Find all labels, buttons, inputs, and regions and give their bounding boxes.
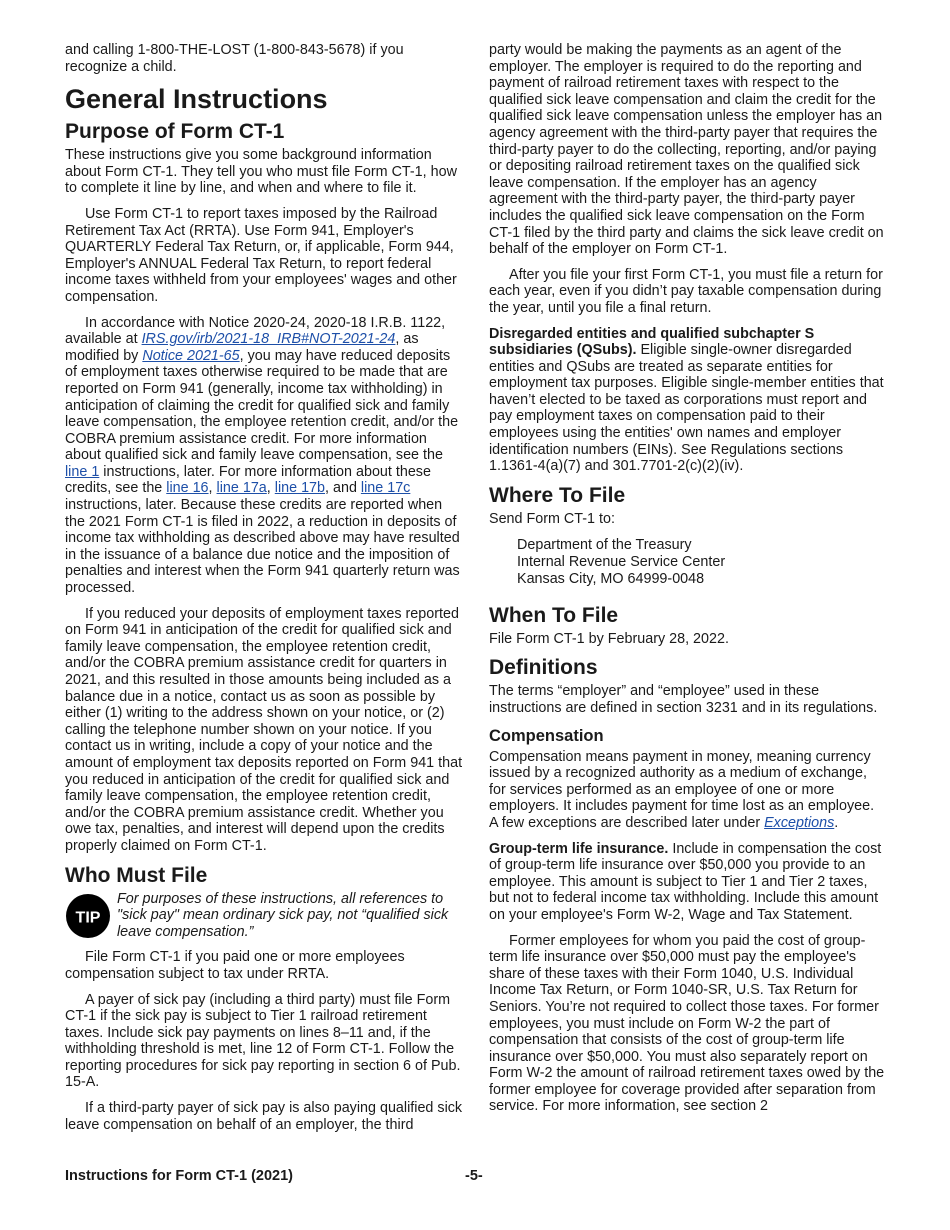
page-number: -5- xyxy=(465,1168,483,1184)
disregarded-entities-paragraph xyxy=(489,326,885,475)
address-line-1: Department of the Treasury xyxy=(517,537,692,554)
heading-general-instructions: General Instructions xyxy=(65,84,328,115)
notice-2021-65-link[interactable]: Notice 2021-65 xyxy=(142,347,240,364)
disregarded-entities-text: Eligible single-owner disregarded entities and QSubs are treated as separate entities for employment tax purposes. Eligible single-member entities that haven’t elected to be taxed as corporations must report and pay employment taxes on compensation paid to their employees using the entities' own names and employer identification numbers (EINs). See Regulations sections 1.1361-4(a)(7) and 301.7701-2(c)(2)(iv). xyxy=(489,342,884,475)
heading-definitions: Definitions xyxy=(489,656,598,680)
reduced-deposits-paragraph: If you reduced your deposits of employment taxes reported on Form 941 in anticipation of the credit for qualified sick and family leave compensation, the employee retention credit, and/or the COBRA premium assistance credit for quarters in 2021, and this resulted in those amounts being included as a balance due in a notice, contact us as soon as possible by either (1) writing to the address shown on your notice, or (2) calling the telephone number shown on your notice. If you contact us in writing, include a copy of your notice and the amount of employment tax deposits reported on Form 941 that you reduced in anticipation of the credit for qualified sick and family leave compensation, the employee retention credit, and/or the COBRA premium assistance credit. Whether you owe tax, penalties, and interest will depend upon the credits properly claimed on Form CT-1. xyxy=(65,605,463,854)
heading-compensation: Compensation xyxy=(489,726,604,745)
who-paragraph-3: If a third-party payer of sick pay is also paying qualified sick leave compensation on behalf of an employer, the third xyxy=(65,1100,463,1133)
compensation-paragraph xyxy=(489,749,885,832)
notice-text-6: , xyxy=(266,480,275,497)
left-column xyxy=(65,42,463,1142)
disregarded-entities-head: Disregarded entities and qualified subchapter S subsidiaries (QSubs). xyxy=(489,325,815,359)
heading-when-to-file: When To File xyxy=(489,603,619,627)
notice-text-5: , xyxy=(208,480,217,497)
tip-box xyxy=(65,891,463,941)
address-line-2: Internal Revenue Service Center xyxy=(517,554,726,571)
definitions-paragraph: The terms “employer” and “employee” used in these instructions are defined in section 3231 and in its regulations. xyxy=(489,683,878,717)
tip-label: TIP xyxy=(75,909,101,927)
compensation-text-2: . xyxy=(834,814,839,831)
notice-text-2: , as modified by xyxy=(65,331,419,364)
footer-title: Instructions for Form CT-1 (2021) xyxy=(65,1168,294,1184)
heading-purpose: Purpose of Form CT-1 xyxy=(65,120,285,144)
irb-link[interactable]: IRS.gov/irb/2021-18_IRB#NOT-2021-24 xyxy=(141,331,396,348)
mailing-address xyxy=(517,537,885,587)
group-term-life-paragraph xyxy=(489,841,885,924)
line-17c-link[interactable]: line 17c xyxy=(360,480,411,497)
send-to-text: Send Form CT-1 to: xyxy=(489,510,615,527)
notice-text-7: , and xyxy=(325,480,361,497)
after-filing-paragraph: After you file your first Form CT-1, you must file a return for each year, even if you didn’t pay taxable compensation during the year, until you file a final return. xyxy=(489,266,883,316)
group-term-life-text: Include in compensation the cost of group-term life insurance over $50,000 you provide to an employee. This amount is subject to Tier 1 and Tier 2 taxes, but not to federal income tax withholding. Include this amount on your employee's Form W-2, Wage and Tax Statement. xyxy=(489,840,882,923)
heading-where-to-file: Where To File xyxy=(489,483,626,507)
heading-who-must-file: Who Must File xyxy=(65,863,208,887)
purpose-paragraph-1: These instructions give you some background information about Form CT-1. They tell you who must file Form CT-1, how to complete it line by line, and when and where to file it. xyxy=(65,147,457,197)
compensation-text-1: Compensation means payment in money, meaning currency issued by a recognized authority as a medium of exchange, for services performed as an employee of one or more employers. It includes payment for time lost as an employee. A few exceptions are described later under xyxy=(489,748,875,831)
who-paragraph-2: A payer of sick pay (including a third party) must file Form CT-1 if the sick pay is subject to Tier 1 railroad retirement taxes. Include sick pay payments on lines 8–11 and, if the withholding threshold is met, line 12 of Form CT-1. Follow the reporting procedures for sick pay reporting in section 6 of Pub. 15-A. xyxy=(65,991,461,1091)
who-paragraph-1: File Form CT-1 if you paid one or more employees compensation subject to tax under RRTA. xyxy=(65,949,405,982)
line-17a-link[interactable]: line 17a xyxy=(216,480,267,497)
line-16-link[interactable]: line 16 xyxy=(166,480,209,497)
tip-icon xyxy=(65,893,111,939)
exceptions-link[interactable]: Exceptions xyxy=(764,814,835,831)
address-line-3: Kansas City, MO 64999-0048 xyxy=(517,571,705,588)
right-column xyxy=(489,42,885,1124)
former-employees-paragraph: Former employees for whom you paid the cost of group-term life insurance over $50,000 must pay the employee's share of these taxes with their Form 1040, U.S. Individual Income Tax Return, or Form 1040-SR, U.S. Tax Return for Seniors. You’re not required to collect those taxes. For former employees, you must include on Form W-2 the part of compensation that consists of the cost of group-term life insurance over $50,000. You must also separately report on Form W-2 the amount of railroad retirement taxes owed by the former employee for coverage provided after separation from service. For more information, see section 2 xyxy=(489,932,885,1115)
line-17b-link[interactable]: line 17b xyxy=(274,480,326,497)
agent-paragraph: party would be making the payments as an agent of the employer. The employer is required to do the reporting and payment of railroad retirement taxes with respect to the qualified sick leave compensation and claim the credit for the qualified sick leave compensation unless the employer has an agency agreement with the third-party payer that requires the third-party payer to do the collecting, reporting, and/or paying or depositing railroad retirement taxes on the qualified sick leave compensation. If the employer has an agency agreement with the third-party payer, the third-party payer includes the qualified sick leave compensation on the Form CT-1 filed by the third party and claims the sick leave credit on behalf of the employer on Form CT-1. xyxy=(489,42,884,258)
notice-text-4: instructions, later. For more information about these credits, see the xyxy=(65,463,431,497)
notice-text-3: , you may have reduced deposits of employment taxes otherwise required to be made that are reported on Form 941 (generally, income tax withholding) in anticipation of claiming the credit for qualified sick and family leave compensation, the employee retention credit, and/or the COBRA premium assistance credit. For more information about qualified sick and family leave compensation, see the xyxy=(65,347,459,464)
notice-text-8: instructions, later. Because these credits are reported when the 2021 Form CT-1 is filed in 2022, a reduction in deposits of income tax withholding as described above may have resulted in the issuance of a balance due notice and the imposition of penalties and interest when the Form 941 quarterly return was processed. xyxy=(65,497,460,597)
when-to-file-text: File Form CT-1 by February 28, 2022. xyxy=(489,630,729,647)
continued-paragraph: and calling 1-800-THE-LOST (1-800-843-5678) if you recognize a child. xyxy=(65,42,404,75)
tip-text: For purposes of these instructions, all references to "sick pay" mean ordinary sick pay, not “qualified sick leave compensation.” xyxy=(117,890,449,940)
purpose-paragraph-2: Use Form CT-1 to report taxes imposed by the Railroad Retirement Tax Act (RRTA). Use Form 941, Employer's QUARTERLY Federal Tax Return, or, if applicable, Form 944, Employer's ANNUAL Federal Tax Return, to report federal income taxes withheld from your employees' wages and other compensation. xyxy=(65,205,457,305)
group-term-life-head: Group-term life insurance. xyxy=(489,840,669,857)
notice-paragraph xyxy=(65,315,463,597)
line-1-link[interactable]: line 1 xyxy=(65,463,100,480)
notice-text-1: In accordance with Notice 2020-24, 2020-18 I.R.B. 1122, available at xyxy=(65,314,446,348)
